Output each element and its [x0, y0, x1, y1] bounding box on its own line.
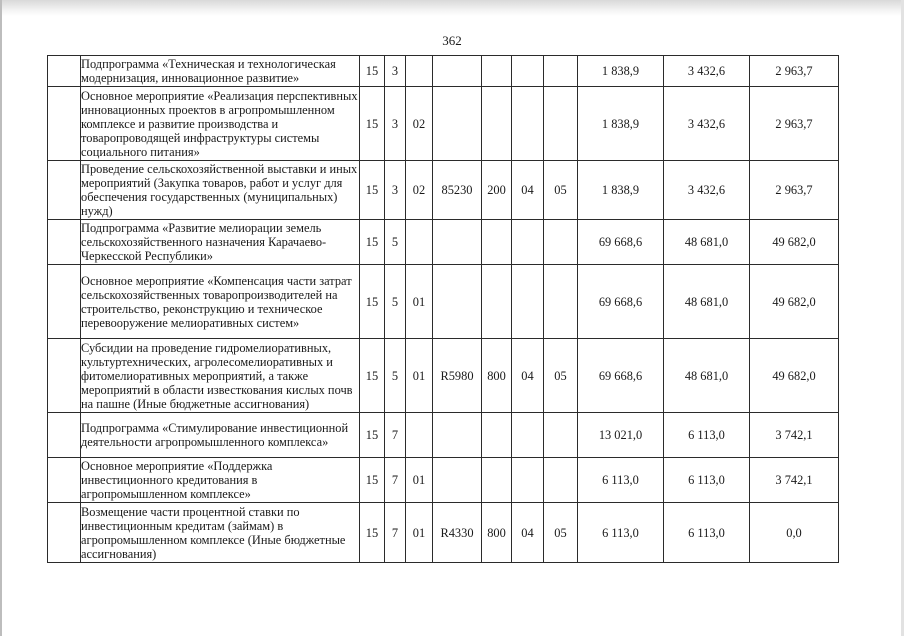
direction-code-cell: R4330: [433, 503, 482, 563]
subsection-cell: [544, 413, 578, 458]
subsection-cell: [544, 220, 578, 265]
scan-left-edge: [0, 0, 2, 636]
subsection-cell: [544, 458, 578, 503]
expense-type-cell: 200: [482, 161, 512, 220]
number-cell: [48, 339, 81, 413]
direction-code-cell: [433, 265, 482, 339]
subprogram-code-cell: 7: [385, 458, 406, 503]
main-event-code-cell: [406, 56, 433, 87]
amount-year3-cell: 49 682,0: [750, 265, 839, 339]
main-event-code-cell: 01: [406, 265, 433, 339]
section-cell: [512, 413, 544, 458]
expense-type-cell: [482, 87, 512, 161]
subsection-cell: [544, 87, 578, 161]
amount-year3-cell: 3 742,1: [750, 458, 839, 503]
main-event-code-cell: [406, 413, 433, 458]
amount-year3-cell: 49 682,0: [750, 220, 839, 265]
table-row: [48, 458, 839, 503]
expense-type-cell: 800: [482, 503, 512, 563]
section-cell: [512, 458, 544, 503]
subsection-cell: 05: [544, 339, 578, 413]
amount-year1-cell: 13 021,0: [578, 413, 664, 458]
subprogram-code-cell: 5: [385, 265, 406, 339]
amount-year2-cell: 6 113,0: [664, 413, 750, 458]
section-cell: 04: [512, 503, 544, 563]
subsection-cell: [544, 56, 578, 87]
expense-type-cell: [482, 56, 512, 87]
amount-year2-cell: 3 432,6: [664, 161, 750, 220]
number-cell: [48, 265, 81, 339]
main-event-code-cell: 01: [406, 458, 433, 503]
section-cell: 04: [512, 161, 544, 220]
section-cell: 04: [512, 339, 544, 413]
main-event-code-cell: 01: [406, 339, 433, 413]
table-row: [48, 503, 839, 563]
direction-code-cell: 85230: [433, 161, 482, 220]
main-event-code-cell: 02: [406, 87, 433, 161]
amount-year1-cell: 69 668,6: [578, 339, 664, 413]
amount-year1-cell: 6 113,0: [578, 458, 664, 503]
direction-code-cell: [433, 220, 482, 265]
amount-year2-cell: 3 432,6: [664, 56, 750, 87]
amount-year1-cell: 1 838,9: [578, 56, 664, 87]
amount-year3-cell: 0,0: [750, 503, 839, 563]
description-cell: Субсидии на проведение гидромелиоративных, культуртехнических, агролесомелиоративных и фитомелиоративных мероприятий, а также мероприятий в области известкования кислых почв на пашне (Иные бюджетные ассигнования): [81, 339, 360, 413]
subsection-cell: 05: [544, 161, 578, 220]
section-cell: [512, 220, 544, 265]
direction-code-cell: [433, 56, 482, 87]
amount-year2-cell: 48 681,0: [664, 220, 750, 265]
main-event-code-cell: 01: [406, 503, 433, 563]
description-cell: Проведение сельскохозяйственной выставки и иных мероприятий (Закупка товаров, работ и услуг для обеспечения государственных (муниципальных) нужд): [81, 161, 360, 220]
section-cell: [512, 265, 544, 339]
amount-year1-cell: 69 668,6: [578, 265, 664, 339]
section-cell: [512, 56, 544, 87]
program-code-cell: 15: [360, 339, 385, 413]
amount-year2-cell: 6 113,0: [664, 458, 750, 503]
amount-year3-cell: 3 742,1: [750, 413, 839, 458]
description-cell: Основное мероприятие «Реализация перспективных инновационных проектов в агропромышленном комплексе и развитие производства и товаропроводящей инфраструктуры системы социального питания»: [81, 88, 358, 159]
amount-year2-cell: 6 113,0: [664, 503, 750, 563]
number-cell: [48, 458, 81, 503]
expense-type-cell: [482, 458, 512, 503]
number-cell: [48, 220, 81, 265]
program-code-cell: 15: [360, 87, 385, 161]
description-cell: Возмещение части процентной ставки по инвестиционным кредитам (займам) в агропромышленном комплексе (Иные бюджетные ассигнования): [81, 503, 360, 563]
description-cell: Подпрограмма «Развитие мелиорации земель сельскохозяйственного назначения Карачаево-Черкесской Республики»: [81, 220, 360, 265]
amount-year2-cell: 48 681,0: [664, 265, 750, 339]
amount-year2-cell: 3 432,6: [664, 87, 750, 161]
subprogram-code-cell: 7: [385, 413, 406, 458]
budget-table: [47, 55, 839, 563]
description-cell: Основное мероприятие «Поддержка инвестиционного кредитования в агропромышленном комплексе»: [81, 458, 360, 503]
subsection-cell: [544, 265, 578, 339]
table-row: [48, 220, 839, 265]
subprogram-code-cell: 3: [385, 56, 406, 87]
direction-code-cell: [433, 458, 482, 503]
amount-year3-cell: 2 963,7: [750, 56, 839, 87]
subprogram-code-cell: 5: [385, 220, 406, 265]
amount-year3-cell: 2 963,7: [750, 87, 839, 161]
program-code-cell: 15: [360, 161, 385, 220]
number-cell: [48, 56, 81, 87]
amount-year3-cell: 2 963,7: [750, 161, 839, 220]
table-body: [48, 56, 839, 563]
amount-year1-cell: 6 113,0: [578, 503, 664, 563]
subprogram-code-cell: 3: [385, 161, 406, 220]
table-row: [48, 413, 839, 458]
program-code-cell: 15: [360, 413, 385, 458]
main-event-code-cell: [406, 220, 433, 265]
section-cell: [512, 87, 544, 161]
amount-year1-cell: 1 838,9: [578, 87, 664, 161]
expense-type-cell: [482, 265, 512, 339]
page-number: 362: [442, 33, 462, 48]
table-row: [48, 339, 839, 413]
table-row: [48, 87, 839, 161]
program-code-cell: 15: [360, 458, 385, 503]
program-code-cell: 15: [360, 56, 385, 87]
main-event-code-cell: 02: [406, 161, 433, 220]
amount-year3-cell: 49 682,0: [750, 339, 839, 413]
expense-type-cell: 800: [482, 339, 512, 413]
table-row: [48, 56, 839, 87]
subprogram-code-cell: 7: [385, 503, 406, 563]
amount-year1-cell: 1 838,9: [578, 161, 664, 220]
number-cell: [48, 503, 81, 563]
program-code-cell: 15: [360, 503, 385, 563]
subprogram-code-cell: 5: [385, 339, 406, 413]
expense-type-cell: [482, 413, 512, 458]
direction-code-cell: [433, 413, 482, 458]
table-row: [48, 265, 839, 339]
subprogram-code-cell: 3: [385, 87, 406, 161]
amount-year1-cell: 69 668,6: [578, 220, 664, 265]
scan-top-shadow: [0, 0, 904, 16]
number-cell: [48, 161, 81, 220]
expense-type-cell: [482, 220, 512, 265]
description-cell: Подпрограмма «Стимулирование инвестиционной деятельности агропромышленного комплекса»: [81, 413, 360, 458]
number-cell: [48, 87, 81, 161]
number-cell: [48, 413, 81, 458]
program-code-cell: 15: [360, 265, 385, 339]
subsection-cell: 05: [544, 503, 578, 563]
description-cell: Основное мероприятие «Компенсация части затрат сельскохозяйственных товаропроизводителей на строительство, реконструкцию и техническое перевооружение мелиоративных систем»: [81, 265, 360, 339]
direction-code-cell: [433, 87, 482, 161]
amount-year2-cell: 48 681,0: [664, 339, 750, 413]
table-row: [48, 161, 839, 220]
program-code-cell: 15: [360, 220, 385, 265]
description-cell: Подпрограмма «Техническая и технологическая модернизация, инновационное развитие»: [81, 56, 360, 87]
direction-code-cell: R5980: [433, 339, 482, 413]
